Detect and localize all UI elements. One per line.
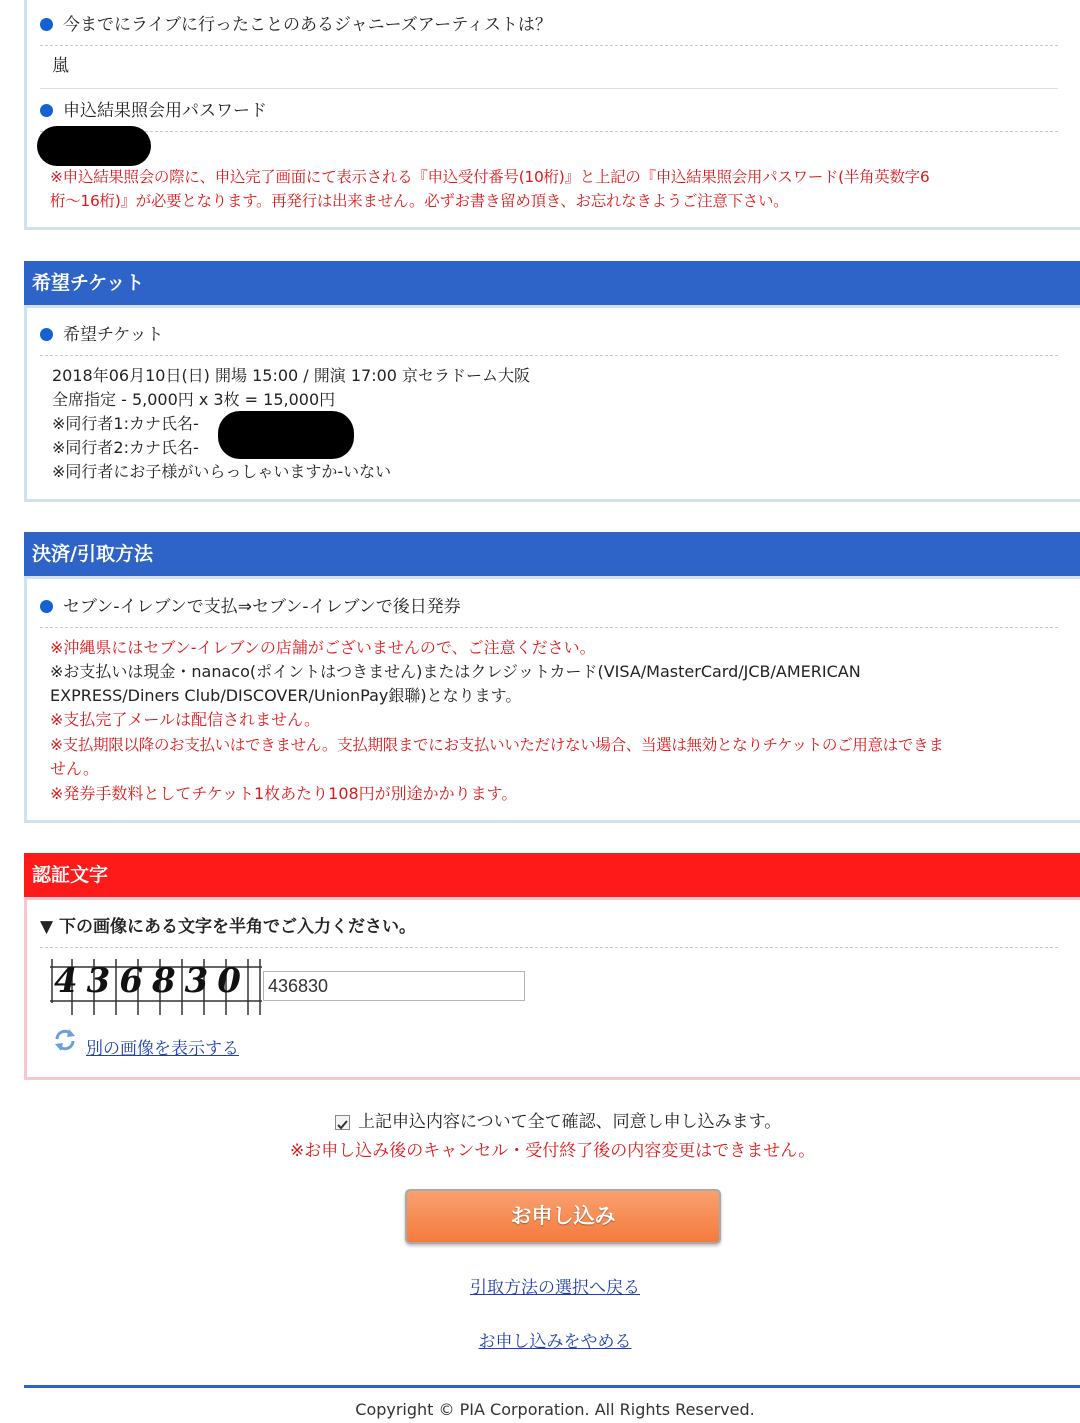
checkmark-icon [336,1118,349,1131]
ticket-line-price: 全席指定 - 5,000円 x 3枚 = 15,000円 [52,390,336,409]
payment-note-okinawa: ※沖縄県にはセブン-イレブンの店舗がございませんので、ご注意ください。 [50,638,596,657]
captcha-input[interactable] [263,971,525,1001]
password-question [40,100,267,122]
ticket-line-children: ※同行者にお子様がいらっしゃいますか-いない [52,462,392,481]
refresh-captcha-link[interactable]: 別の画像を表示する [86,1039,239,1059]
divider [40,947,1058,948]
ticket-line-event: 2018年06月10日(日) 開場 15:00 / 開演 17:00 京セラドーム大阪 [52,366,531,385]
payment-note-fee: ※発券手数料としてチケット1枚あたり108円が別途かかります。 [50,784,518,803]
payment-note-methods: ※お支払いは現金・nanaco(ポイントはつきません)またはクレジットカード(VISA/MasterCard/JCB/AMERICAN [50,662,861,681]
payment-method [40,596,461,618]
bullet-icon [40,18,53,31]
submit-button-label: お申し込み [510,1204,616,1228]
copyright-text: Copyright © PIA Corporation. All Rights Reserved. [355,1400,755,1419]
ticket-label [40,324,163,346]
artist-answer: 嵐 [52,56,69,76]
payment-section-header: 決済/引取方法 [24,532,1080,576]
payment-note-methods-cont: EXPRESS/Diners Club/DISCOVER/UnionPay銀聯)となります。 [50,686,522,705]
back-to-delivery-link[interactable]: 引取方法の選択へ戻る [470,1278,640,1298]
ticket-line-companion2: ※同行者2:カナ氏名- [52,438,199,457]
password-note-line2: 桁～16桁)』が必要となります。再発行は出来ません。必ずお書き留め頂き、お忘れなきようご注意下さい。 [50,192,789,210]
ticket-line-companion1: ※同行者1:カナ氏名- [52,414,199,433]
divider [40,88,1058,89]
ticket-section-header: 希望チケット [24,261,1080,305]
divider [40,627,1058,628]
captcha-characters: 436830 [54,961,250,1001]
artist-question-label: 今までにライブに行ったことのあるジャニーズアーティストは？ [63,15,552,35]
payment-note-deadline-cont: せん。 [50,759,99,778]
divider [40,355,1058,356]
payment-note-no-mail: ※支払完了メールは配信されません。 [50,710,321,729]
captcha-instruction: ▼ 下の画像にある文字を半角でご入力ください。 [40,917,416,937]
password-note-line1: ※申込結果照会の際に、申込完了画面にて表示される『申込受付番号(10桁)』と上記の『申込結果照会用パスワード(半角英数字6 [50,168,930,186]
redacted-password [37,126,151,166]
submit-button[interactable] [405,1189,721,1244]
agreement-warning: ※お申し込み後のキャンセル・受付終了後の内容変更はできません。 [290,1141,816,1161]
bullet-icon [40,104,53,117]
captcha-section-header: 認証文字 [24,853,1080,897]
agreement-label[interactable]: 上記申込内容について全て確認、同意し申し込みます。 [358,1112,782,1132]
artist-question [40,14,552,36]
captcha-image [50,957,262,1015]
bullet-icon [40,600,53,613]
bullet-icon [40,328,53,341]
agreement-checkbox[interactable] [335,1115,350,1130]
payment-note-deadline: ※支払期限以降のお支払いはできません。支払期限までにお支払いいただけない場合、当選は無効となりチケットのご用意はできま [50,736,944,754]
payment-method-text: セブン-イレブンで支払⇒セブン-イレブンで後日発券 [63,597,461,617]
footer-rule [24,1385,1080,1388]
cancel-application-link[interactable]: お申し込みをやめる [478,1332,632,1352]
password-label: 申込結果照会用パスワード [63,101,267,121]
refresh-icon[interactable] [52,1027,78,1053]
redacted-companion-names [218,411,354,459]
divider [40,131,1058,132]
ticket-label-text: 希望チケット [63,325,164,345]
divider [40,45,1058,46]
